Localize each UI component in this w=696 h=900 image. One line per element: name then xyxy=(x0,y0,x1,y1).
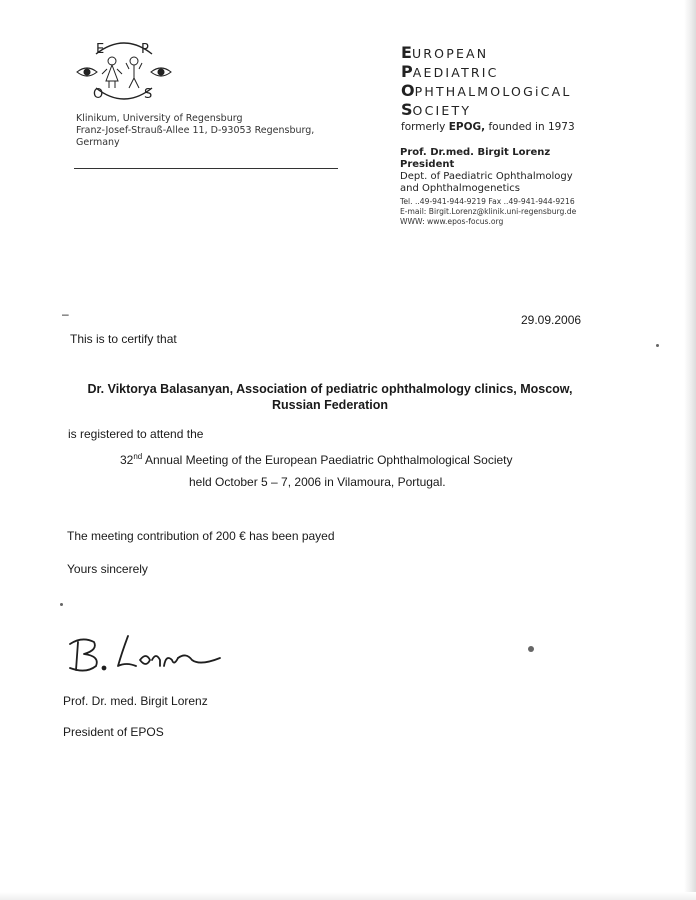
society-name xyxy=(401,44,571,120)
reference-dash: – xyxy=(62,307,69,321)
scan-speck xyxy=(60,603,63,606)
contribution-line: The meeting contribution of 200 € has been payed xyxy=(67,529,335,543)
signatory-role: President of EPOS xyxy=(63,725,164,739)
logo-letter-s: S xyxy=(144,87,153,102)
address-divider xyxy=(74,168,338,169)
scan-speck xyxy=(528,646,534,652)
department-line: Dept. of Paediatric Ophthalmology xyxy=(400,171,573,182)
handwritten-signature xyxy=(60,622,230,682)
attendee-line: Russian Federation xyxy=(272,398,388,412)
left-eye-icon xyxy=(77,68,97,76)
clinic-address xyxy=(76,113,314,149)
registered-line: is registered to attend the xyxy=(68,427,204,441)
email-line: E-mail: Birgit.Lorenz@klinik.uni-regensburg.de xyxy=(400,206,577,216)
former-name: EPOG, xyxy=(448,121,486,133)
contact-block xyxy=(400,197,576,226)
meeting-name: 32nd Annual Meeting of the European Paediatric Ophthalmological Society xyxy=(120,452,513,467)
boy-figure-icon xyxy=(126,57,142,88)
president-block xyxy=(400,147,573,195)
meeting-dates-location: held October 5 – 7, 2006 in Vilamoura, Portugal. xyxy=(189,475,446,489)
right-eye-icon xyxy=(151,68,171,76)
address-line: Klinikum, University of Regensburg xyxy=(76,113,243,124)
org-word-rest: UROPEAN xyxy=(411,46,489,61)
signatory-name: Prof. Dr. med. Birgit Lorenz xyxy=(63,694,208,708)
letter-date: 29.09.2006 xyxy=(521,313,582,327)
attendee-name xyxy=(80,381,580,413)
president-title: President xyxy=(400,159,455,170)
org-initial: E xyxy=(401,43,412,62)
scan-shadow-edge xyxy=(0,892,696,900)
org-word-rest: PHTHALMOLOGiCAL xyxy=(414,84,572,99)
formerly-line: formerly EPOG, founded in 1973 xyxy=(401,121,575,133)
logo-letter-o: O xyxy=(93,87,104,102)
logo-letter-e: E xyxy=(96,42,105,57)
phone-fax-line: Tel. ..49-941-944-9219 Fax ..49-941-944-9216 xyxy=(400,197,575,206)
department-line: and Ophthalmogenetics xyxy=(400,183,520,194)
org-initial: O xyxy=(401,81,415,100)
address-line: Franz-Josef-Strauß-Allee 11, D-93053 Regensburg, xyxy=(76,125,315,136)
closing-line: Yours sincerely xyxy=(67,562,148,576)
org-initial: P xyxy=(401,62,413,81)
scan-speck xyxy=(656,344,659,347)
attendee-line: Dr. Viktorya Balasanyan, Association of pediatric ophthalmology clinics, Moscow, xyxy=(87,382,573,396)
girl-figure-icon xyxy=(102,57,122,88)
website-line: WWW: www.epos-focus.org xyxy=(400,216,504,226)
scan-shadow-edge xyxy=(684,0,696,900)
org-word-rest: AEDIATRIC xyxy=(412,65,499,80)
org-initial: S xyxy=(401,100,413,119)
logo-letter-p: P xyxy=(141,42,149,57)
president-name: Prof. Dr.med. Birgit Lorenz xyxy=(400,147,551,158)
address-line: Germany xyxy=(76,137,120,148)
epos-logo xyxy=(74,36,174,106)
certify-line: This is to certify that xyxy=(70,332,177,346)
org-word-rest: OCIETY xyxy=(412,103,472,118)
